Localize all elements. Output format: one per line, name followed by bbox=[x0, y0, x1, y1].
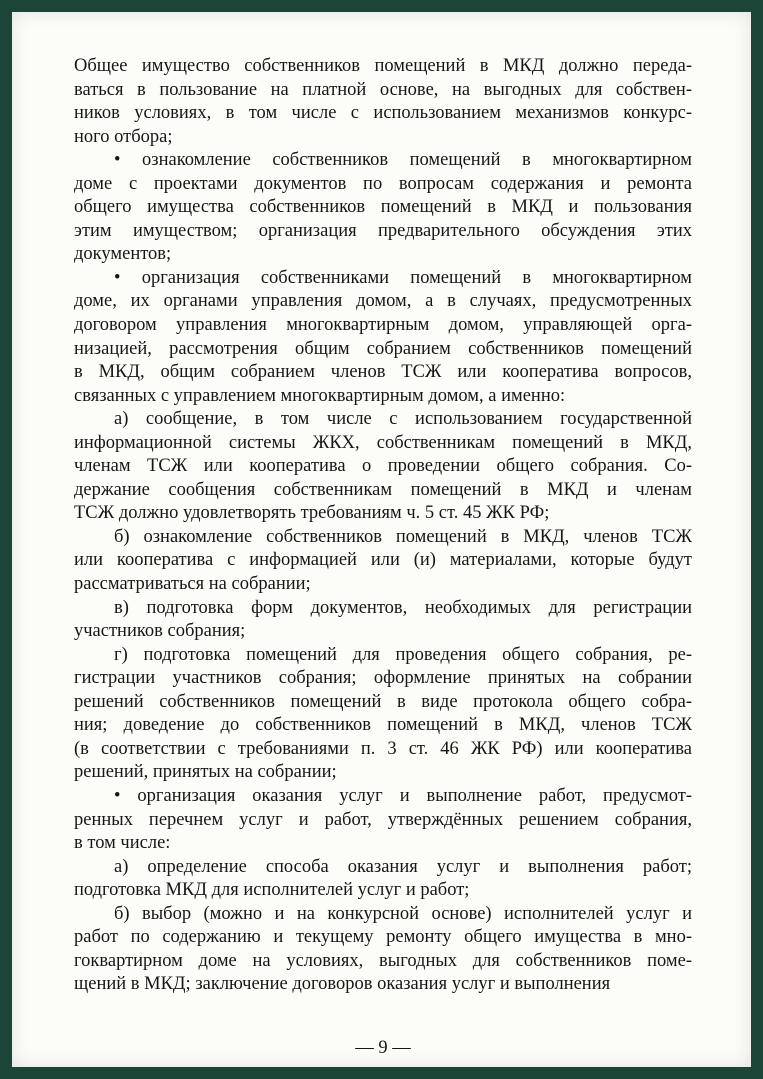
text-line: а) сообщение, в том числе с использованием государственной bbox=[114, 409, 692, 430]
text-line: держание сообщения собственникам помещений в МКД и членам bbox=[74, 479, 692, 500]
paragraph bbox=[74, 55, 692, 149]
text-line: б) выбор (можно и на конкурсной основе) исполнителей услуг и bbox=[114, 903, 692, 924]
text-line: в) подготовка форм документов, необходимых для регистрации bbox=[114, 597, 692, 618]
paragraph bbox=[74, 597, 692, 644]
text-line: этим имуществом; организация предварительного обсуждения этих bbox=[74, 220, 692, 241]
text-line: договором управления многоквартирным домом, управляющей орга- bbox=[74, 315, 692, 336]
text-line: доме, их органами управления домом, а в случаях, предусмотренных bbox=[74, 291, 692, 312]
text-line: (в соответствии с требованиями п. 3 ст. 46 ЖК РФ) или кооператива bbox=[74, 738, 692, 759]
paragraph bbox=[74, 903, 692, 997]
text-line: ТСЖ должно удовлетворять требованиям ч. 5 ст. 45 ЖК РФ; bbox=[74, 503, 550, 524]
text-line: ников условиях, в том числе с использованием механизмов конкурс- bbox=[74, 103, 692, 124]
text-line: • организация собственниками помещений в многоквартирном bbox=[114, 267, 692, 288]
paragraph bbox=[74, 856, 692, 903]
paragraph bbox=[74, 149, 692, 267]
text-line: участников собрания; bbox=[74, 621, 246, 642]
text-line: работ по содержанию и текущему ремонту общего имущества в мно- bbox=[74, 927, 692, 948]
text-line: Общее имущество собственников помещений в МКД должно переда- bbox=[74, 56, 692, 76]
text-line: а) определение способа оказания услуг и выполнения работ; bbox=[114, 856, 692, 877]
text-line: ренных перечнем услуг и работ, утверждённых решением собрания, bbox=[74, 809, 692, 830]
text-line: в том числе: bbox=[74, 833, 171, 854]
text-line: • ознакомление собственников помещений в многоквартирном bbox=[114, 150, 692, 171]
paragraph bbox=[74, 785, 692, 856]
text-line: подготовка МКД для исполнителей услуг и работ; bbox=[74, 880, 470, 901]
text-line: в МКД, общим собранием членов ТСЖ или кооператива вопросов, bbox=[74, 362, 692, 383]
text-line: рассматриваться на собрании; bbox=[74, 574, 311, 595]
document-page bbox=[12, 12, 751, 1067]
text-line: или кооператива с информацией или (и) материалами, которые будут bbox=[74, 550, 692, 571]
page-number: — 9 — bbox=[355, 1038, 411, 1058]
text-block bbox=[74, 55, 692, 997]
text-line: ваться в пользование на платной основе, на выгодных для собствен- bbox=[74, 79, 692, 100]
text-line: гистрации участников собрания; оформление принятых на собрании bbox=[74, 668, 692, 689]
text-line: ния; доведение до собственников помещений в МКД, членов ТСЖ bbox=[74, 715, 692, 736]
text-line: решений собственников помещений в виде протокола общего собра- bbox=[74, 691, 692, 712]
text-line: низацией, рассмотрения общим собранием собственников помещений bbox=[74, 338, 692, 359]
text-line: общего имущества собственников помещений в МКД и пользования bbox=[74, 197, 692, 218]
text-line: б) ознакомление собственников помещений в МКД, членов ТСЖ bbox=[114, 526, 692, 547]
text-line: ного отбора; bbox=[74, 126, 173, 147]
text-line: документов; bbox=[74, 244, 172, 265]
paragraph bbox=[74, 526, 692, 597]
text-line: информационной системы ЖКХ, собственникам помещений в МКД, bbox=[74, 432, 692, 453]
text-line: решений, принятых на собрании; bbox=[74, 762, 337, 783]
page-footer bbox=[74, 1038, 692, 1059]
paragraph bbox=[74, 408, 692, 526]
paragraph bbox=[74, 267, 692, 408]
text-line: гоквартирном доме на условиях, выгодных для собственников поме- bbox=[74, 950, 692, 971]
text-line: • организация оказания услуг и выполнение работ, предусмот- bbox=[114, 785, 692, 806]
text-line: связанных с управлением многоквартирным домом, а именно: bbox=[74, 385, 566, 406]
text-line: доме с проектами документов по вопросам содержания и ремонта bbox=[74, 173, 692, 194]
text-line: г) подготовка помещений для проведения общего собрания, ре- bbox=[114, 644, 692, 665]
text-line: членам ТСЖ или кооператива о проведении общего собрания. Со- bbox=[74, 456, 692, 477]
paragraph bbox=[74, 644, 692, 785]
text-line: щений в МКД; заключение договоров оказания услуг и выполнения bbox=[74, 974, 611, 995]
